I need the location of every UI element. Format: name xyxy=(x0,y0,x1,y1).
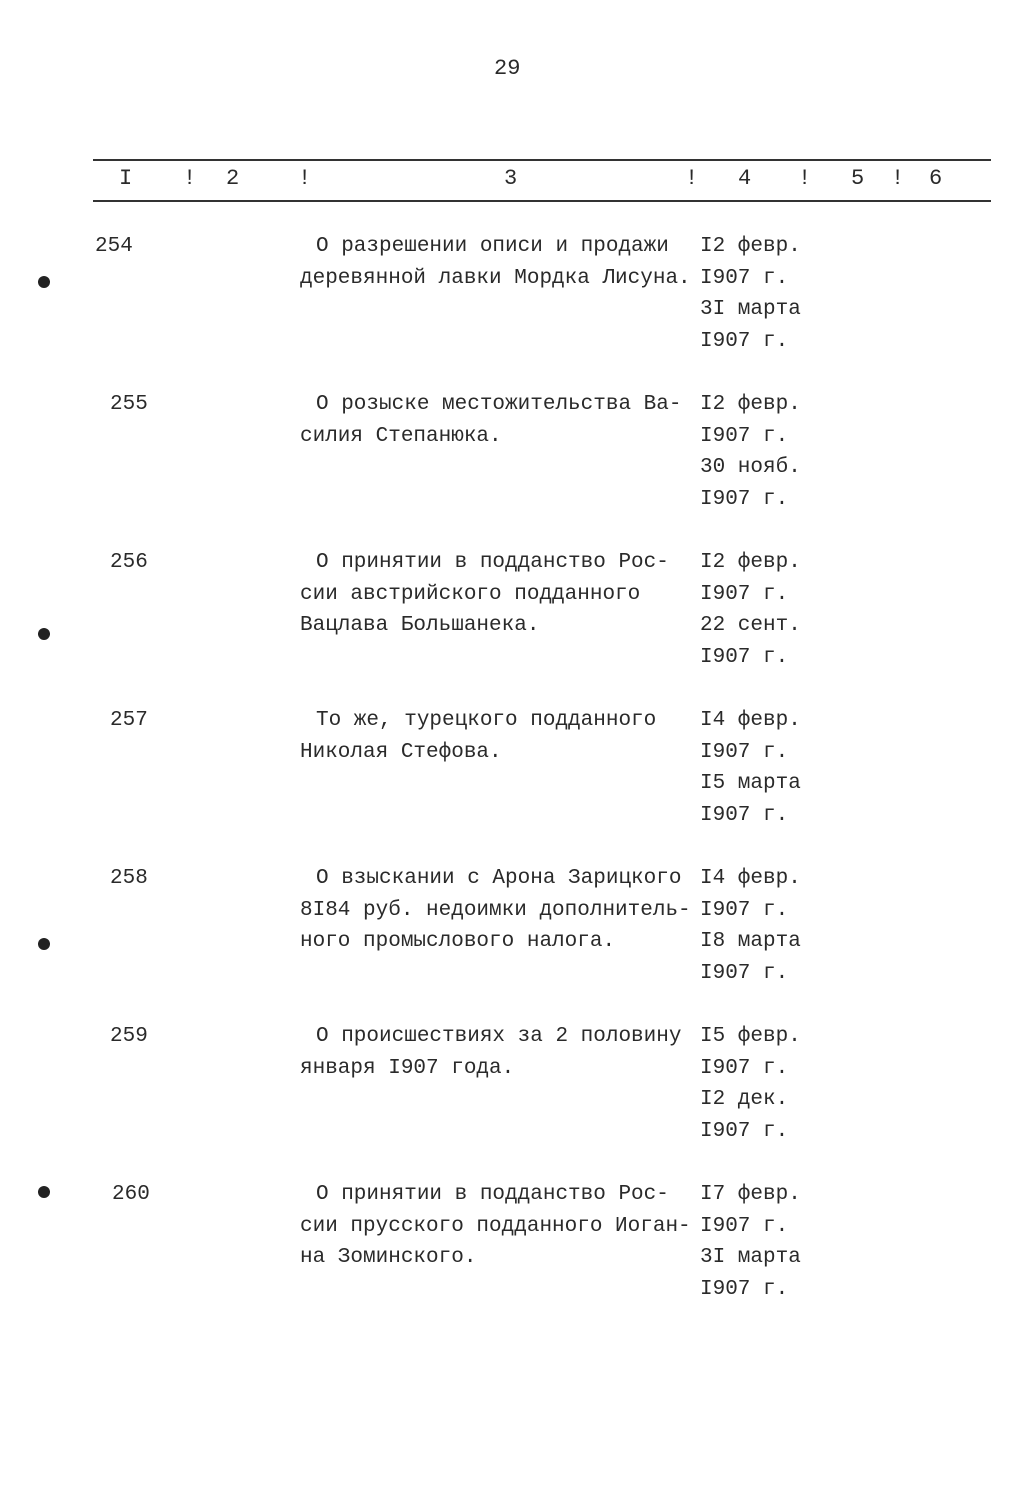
description-line: То же, турецкого подданного xyxy=(316,709,657,732)
description-line: на Зоминского. xyxy=(300,1246,477,1269)
date-line: I907 г. xyxy=(700,582,789,606)
date-line: I907 г. xyxy=(700,266,789,290)
entry-row xyxy=(0,1179,1024,1337)
description-line: О происшествиях за 2 половину xyxy=(316,1025,682,1048)
col-separator: ! xyxy=(798,166,812,191)
date-line: I907 г. xyxy=(700,1277,789,1301)
entry-row xyxy=(0,231,1024,389)
date-line: I5 февр. xyxy=(700,1025,801,1048)
entry-description xyxy=(300,231,720,294)
header-bottom-rule xyxy=(93,200,991,202)
date-line: I8 марта xyxy=(700,930,801,953)
entry-dates xyxy=(700,231,801,357)
entry-number: 258 xyxy=(110,867,148,890)
col-separator: ! xyxy=(685,166,699,191)
date-line: I907 г. xyxy=(700,1119,789,1143)
date-line: 30 нояб. xyxy=(700,456,801,479)
date-line: I907 г. xyxy=(700,329,789,353)
date-line: I2 февр. xyxy=(700,393,801,416)
entry-row xyxy=(0,705,1024,863)
entry-dates xyxy=(700,1179,801,1305)
punch-hole-mark xyxy=(38,276,50,288)
entry-dates xyxy=(700,863,801,989)
date-line: I907 г. xyxy=(700,961,789,985)
date-line: I907 г. xyxy=(700,740,789,764)
entry-dates xyxy=(700,705,801,831)
col-header-1: I xyxy=(119,166,133,191)
date-line: 22 сент. xyxy=(700,614,801,637)
date-line: I907 г. xyxy=(700,645,789,669)
description-line: силия Степанюка. xyxy=(300,424,502,448)
entry-description xyxy=(300,1179,720,1274)
entry-description xyxy=(300,389,720,452)
entry-number: 259 xyxy=(110,1025,148,1048)
date-line: I2 дек. xyxy=(700,1088,789,1111)
punch-hole-mark xyxy=(38,938,50,950)
entry-dates xyxy=(700,1021,801,1147)
entry-number: 257 xyxy=(110,709,148,732)
col-header-6: 6 xyxy=(929,166,943,191)
entry-row xyxy=(0,863,1024,1021)
entry-row xyxy=(0,547,1024,705)
entry-description xyxy=(300,705,720,768)
date-line: I907 г. xyxy=(700,898,789,922)
entry-number: 255 xyxy=(110,393,148,416)
col-header-5: 5 xyxy=(851,166,865,191)
description-line: О разрешении описи и продажи xyxy=(316,235,669,258)
entry-number: 256 xyxy=(110,551,148,574)
page-number: 29 xyxy=(494,56,521,81)
date-line: 3I марта xyxy=(700,298,801,321)
date-line: I4 февр. xyxy=(700,709,801,732)
col-header-3: 3 xyxy=(504,166,518,191)
date-line: I907 г. xyxy=(700,1056,789,1080)
description-line: сии австрийского подданного xyxy=(300,582,641,606)
description-line: О розыске местожительства Ва- xyxy=(316,393,682,416)
entry-dates xyxy=(700,547,801,673)
date-line: I7 февр. xyxy=(700,1183,801,1206)
col-header-4: 4 xyxy=(738,166,752,191)
header-top-rule xyxy=(93,159,991,161)
date-line: I907 г. xyxy=(700,487,789,511)
description-line: Вацлава Большанека. xyxy=(300,614,540,637)
description-line: О принятии в подданство Рос- xyxy=(316,551,669,574)
description-line: О взыскании с Арона Зарицкого xyxy=(316,867,682,890)
entry-row xyxy=(0,1021,1024,1179)
description-line: 8I84 руб. недоимки дополнитель- xyxy=(300,898,691,922)
entry-description xyxy=(300,547,720,642)
description-line: Николая Стефова. xyxy=(300,740,502,764)
entry-row xyxy=(0,389,1024,547)
description-line: деревянной лавки Мордка Лисуна. xyxy=(300,266,691,290)
date-line: I2 февр. xyxy=(700,235,801,258)
col-header-2: 2 xyxy=(226,166,240,191)
description-line: сии прусского подданного Иоган- xyxy=(300,1214,691,1238)
punch-hole-mark xyxy=(38,628,50,640)
entry-dates xyxy=(700,389,801,515)
date-line: I5 марта xyxy=(700,772,801,795)
description-line: ного промыслового налога. xyxy=(300,930,616,953)
date-line: I907 г. xyxy=(700,803,789,827)
entry-description xyxy=(300,863,720,958)
col-separator: ! xyxy=(298,166,312,191)
col-separator: ! xyxy=(891,166,905,191)
col-separator: ! xyxy=(183,166,197,191)
date-line: I4 февр. xyxy=(700,867,801,890)
entry-number: 254 xyxy=(95,235,133,258)
date-line: I907 г. xyxy=(700,424,789,448)
description-line: О принятии в подданство Рос- xyxy=(316,1183,669,1206)
description-line: января I907 года. xyxy=(300,1056,515,1080)
punch-hole-mark xyxy=(38,1186,50,1198)
entry-description xyxy=(300,1021,720,1084)
date-line: I907 г. xyxy=(700,1214,789,1238)
entry-number: 260 xyxy=(112,1183,150,1206)
date-line: I2 февр. xyxy=(700,551,801,574)
date-line: 3I марта xyxy=(700,1246,801,1269)
